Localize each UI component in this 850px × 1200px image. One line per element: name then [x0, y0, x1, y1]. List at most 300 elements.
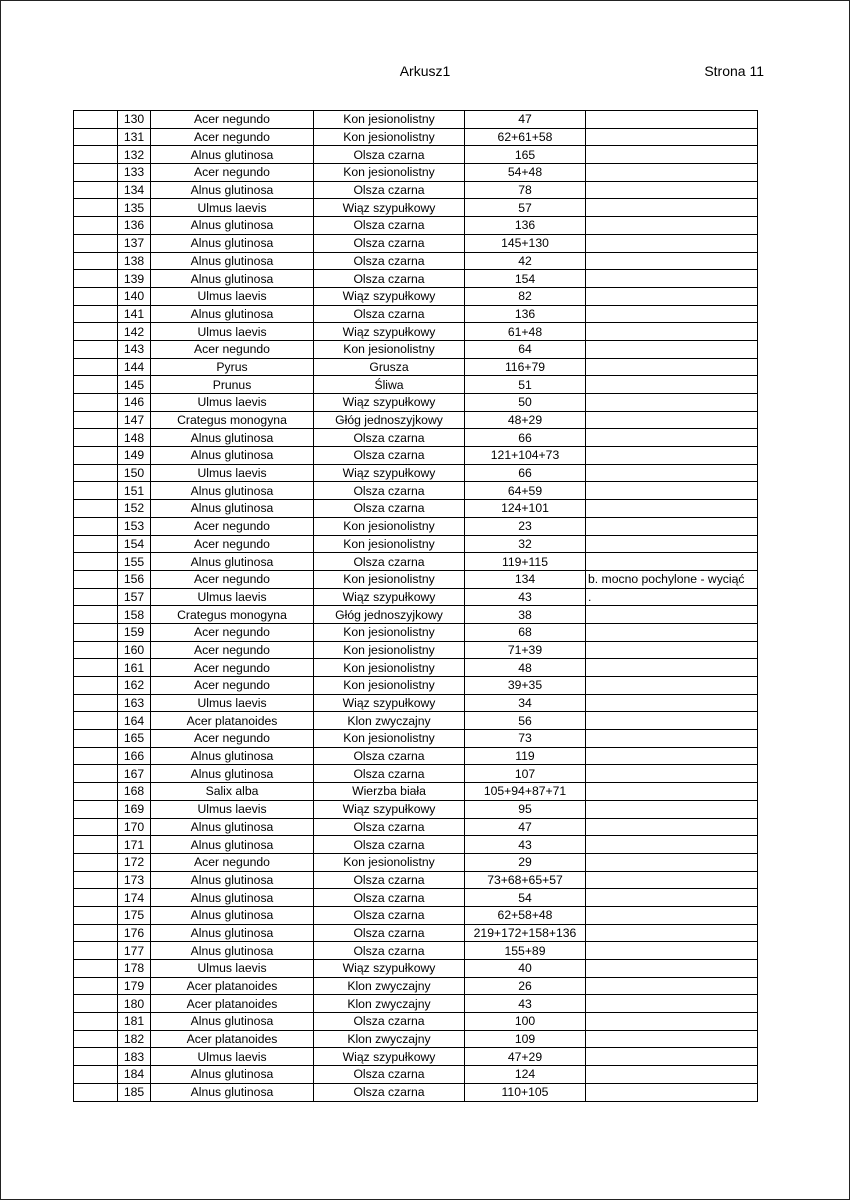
latin-name-cell: Alnus glutinosa — [151, 818, 314, 836]
row-number-cell: 162 — [118, 677, 151, 695]
blank-cell — [74, 1066, 118, 1084]
row-number-cell: 171 — [118, 836, 151, 854]
table-row — [74, 323, 758, 341]
measurement-cell: 155+89 — [465, 942, 586, 960]
polish-name-cell: Kon jesionolistny — [314, 517, 465, 535]
latin-name-cell: Acer platanoides — [151, 995, 314, 1013]
polish-name-cell: Olsza czarna — [314, 1013, 465, 1031]
table-row — [74, 287, 758, 305]
row-number-cell: 155 — [118, 553, 151, 571]
table-row — [74, 677, 758, 695]
note-cell — [586, 429, 758, 447]
table-row — [74, 712, 758, 730]
blank-cell — [74, 217, 118, 235]
blank-cell — [74, 818, 118, 836]
table-row — [74, 853, 758, 871]
latin-name-cell: Acer negundo — [151, 570, 314, 588]
polish-name-cell: Głóg jednoszyjkowy — [314, 606, 465, 624]
table-row — [74, 836, 758, 854]
measurement-cell: 73+68+65+57 — [465, 871, 586, 889]
tree-inventory-table — [73, 110, 758, 1102]
table-row — [74, 482, 758, 500]
row-number-cell: 153 — [118, 517, 151, 535]
row-number-cell: 173 — [118, 871, 151, 889]
latin-name-cell: Ulmus laevis — [151, 960, 314, 978]
polish-name-cell: Olsza czarna — [314, 747, 465, 765]
table-row — [74, 111, 758, 129]
latin-name-cell: Alnus glutinosa — [151, 942, 314, 960]
row-number-cell: 131 — [118, 128, 151, 146]
blank-cell — [74, 111, 118, 129]
table-row — [74, 128, 758, 146]
polish-name-cell: Olsza czarna — [314, 836, 465, 854]
polish-name-cell: Kon jesionolistny — [314, 340, 465, 358]
row-number-cell: 177 — [118, 942, 151, 960]
measurement-cell: 48 — [465, 659, 586, 677]
polish-name-cell: Kon jesionolistny — [314, 641, 465, 659]
latin-name-cell: Alnus glutinosa — [151, 889, 314, 907]
measurement-cell: 42 — [465, 252, 586, 270]
blank-cell — [74, 694, 118, 712]
measurement-cell: 64+59 — [465, 482, 586, 500]
polish-name-cell: Olsza czarna — [314, 305, 465, 323]
note-cell — [586, 836, 758, 854]
blank-cell — [74, 853, 118, 871]
blank-cell — [74, 340, 118, 358]
latin-name-cell: Alnus glutinosa — [151, 447, 314, 465]
note-cell — [586, 217, 758, 235]
polish-name-cell: Klon zwyczajny — [314, 995, 465, 1013]
polish-name-cell: Wiąz szypułkowy — [314, 960, 465, 978]
polish-name-cell: Olsza czarna — [314, 181, 465, 199]
row-number-cell: 145 — [118, 376, 151, 394]
table-row — [74, 906, 758, 924]
row-number-cell: 147 — [118, 411, 151, 429]
note-cell — [586, 889, 758, 907]
latin-name-cell: Crategus monogyna — [151, 411, 314, 429]
note-cell — [586, 1013, 758, 1031]
table-row — [74, 500, 758, 518]
row-number-cell: 182 — [118, 1030, 151, 1048]
table-row — [74, 623, 758, 641]
measurement-cell: 73 — [465, 730, 586, 748]
polish-name-cell: Wiąz szypułkowy — [314, 800, 465, 818]
measurement-cell: 136 — [465, 305, 586, 323]
table-row — [74, 641, 758, 659]
table-body — [74, 111, 758, 1102]
row-number-cell: 150 — [118, 464, 151, 482]
latin-name-cell: Acer negundo — [151, 677, 314, 695]
table-row — [74, 800, 758, 818]
blank-cell — [74, 252, 118, 270]
latin-name-cell: Acer negundo — [151, 641, 314, 659]
table-row — [74, 730, 758, 748]
table-row — [74, 376, 758, 394]
polish-name-cell: Kon jesionolistny — [314, 535, 465, 553]
note-cell — [586, 641, 758, 659]
note-cell: b. mocno pochylone - wyciąć — [586, 570, 758, 588]
latin-name-cell: Alnus glutinosa — [151, 252, 314, 270]
row-number-cell: 130 — [118, 111, 151, 129]
latin-name-cell: Ulmus laevis — [151, 199, 314, 217]
table-row — [74, 411, 758, 429]
blank-cell — [74, 606, 118, 624]
measurement-cell: 62+61+58 — [465, 128, 586, 146]
latin-name-cell: Alnus glutinosa — [151, 1013, 314, 1031]
page-number: Strona 11 — [704, 63, 764, 79]
latin-name-cell: Acer platanoides — [151, 712, 314, 730]
blank-cell — [74, 924, 118, 942]
note-cell — [586, 1030, 758, 1048]
row-number-cell: 184 — [118, 1066, 151, 1084]
measurement-cell: 40 — [465, 960, 586, 978]
blank-cell — [74, 411, 118, 429]
measurement-cell: 121+104+73 — [465, 447, 586, 465]
measurement-cell: 119+115 — [465, 553, 586, 571]
measurement-cell: 47 — [465, 818, 586, 836]
measurement-cell: 68 — [465, 623, 586, 641]
row-number-cell: 148 — [118, 429, 151, 447]
polish-name-cell: Kon jesionolistny — [314, 570, 465, 588]
polish-name-cell: Wiąz szypułkowy — [314, 464, 465, 482]
latin-name-cell: Alnus glutinosa — [151, 429, 314, 447]
measurement-cell: 107 — [465, 765, 586, 783]
blank-cell — [74, 535, 118, 553]
row-number-cell: 178 — [118, 960, 151, 978]
blank-cell — [74, 960, 118, 978]
table-row — [74, 199, 758, 217]
measurement-cell: 61+48 — [465, 323, 586, 341]
note-cell — [586, 977, 758, 995]
polish-name-cell: Kon jesionolistny — [314, 164, 465, 182]
row-number-cell: 133 — [118, 164, 151, 182]
table-row — [74, 747, 758, 765]
table-row — [74, 535, 758, 553]
note-cell — [586, 164, 758, 182]
table-row — [74, 252, 758, 270]
note-cell — [586, 146, 758, 164]
note-cell — [586, 765, 758, 783]
measurement-cell: 57 — [465, 199, 586, 217]
measurement-cell: 109 — [465, 1030, 586, 1048]
row-number-cell: 146 — [118, 394, 151, 412]
blank-cell — [74, 128, 118, 146]
row-number-cell: 136 — [118, 217, 151, 235]
table-row — [74, 394, 758, 412]
sheet-title: Arkusz1 — [399, 63, 451, 79]
note-cell — [586, 305, 758, 323]
note-cell — [586, 358, 758, 376]
measurement-cell: 56 — [465, 712, 586, 730]
blank-cell — [74, 234, 118, 252]
measurement-cell: 145+130 — [465, 234, 586, 252]
latin-name-cell: Acer negundo — [151, 535, 314, 553]
table-row — [74, 1048, 758, 1066]
latin-name-cell: Ulmus laevis — [151, 694, 314, 712]
measurement-cell: 116+79 — [465, 358, 586, 376]
polish-name-cell: Klon zwyczajny — [314, 1030, 465, 1048]
polish-name-cell: Wiąz szypułkowy — [314, 694, 465, 712]
row-number-cell: 180 — [118, 995, 151, 1013]
note-cell — [586, 323, 758, 341]
blank-cell — [74, 429, 118, 447]
polish-name-cell: Olsza czarna — [314, 252, 465, 270]
row-number-cell: 175 — [118, 906, 151, 924]
latin-name-cell: Ulmus laevis — [151, 394, 314, 412]
polish-name-cell: Olsza czarna — [314, 1066, 465, 1084]
table-row — [74, 889, 758, 907]
table-row — [74, 1083, 758, 1101]
measurement-cell: 71+39 — [465, 641, 586, 659]
blank-cell — [74, 358, 118, 376]
row-number-cell: 176 — [118, 924, 151, 942]
polish-name-cell: Wiąz szypułkowy — [314, 199, 465, 217]
measurement-cell: 51 — [465, 376, 586, 394]
latin-name-cell: Ulmus laevis — [151, 323, 314, 341]
blank-cell — [74, 765, 118, 783]
polish-name-cell: Grusza — [314, 358, 465, 376]
measurement-cell: 136 — [465, 217, 586, 235]
blank-cell — [74, 323, 118, 341]
latin-name-cell: Crategus monogyna — [151, 606, 314, 624]
row-number-cell: 170 — [118, 818, 151, 836]
measurement-cell: 43 — [465, 588, 586, 606]
note-cell — [586, 1083, 758, 1101]
latin-name-cell: Alnus glutinosa — [151, 836, 314, 854]
blank-cell — [74, 659, 118, 677]
table-row — [74, 429, 758, 447]
table-row — [74, 146, 758, 164]
row-number-cell: 160 — [118, 641, 151, 659]
measurement-cell: 62+58+48 — [465, 906, 586, 924]
polish-name-cell: Wiąz szypułkowy — [314, 394, 465, 412]
row-number-cell: 135 — [118, 199, 151, 217]
note-cell — [586, 128, 758, 146]
note-cell — [586, 924, 758, 942]
row-number-cell: 149 — [118, 447, 151, 465]
note-cell — [586, 623, 758, 641]
latin-name-cell: Alnus glutinosa — [151, 871, 314, 889]
blank-cell — [74, 394, 118, 412]
polish-name-cell: Olsza czarna — [314, 429, 465, 447]
measurement-cell: 154 — [465, 270, 586, 288]
polish-name-cell: Olsza czarna — [314, 1083, 465, 1101]
latin-name-cell: Ulmus laevis — [151, 588, 314, 606]
note-cell — [586, 853, 758, 871]
latin-name-cell: Alnus glutinosa — [151, 181, 314, 199]
measurement-cell: 26 — [465, 977, 586, 995]
table-row — [74, 164, 758, 182]
measurement-cell: 124 — [465, 1066, 586, 1084]
table-row — [74, 181, 758, 199]
latin-name-cell: Alnus glutinosa — [151, 1066, 314, 1084]
row-number-cell: 181 — [118, 1013, 151, 1031]
polish-name-cell: Olsza czarna — [314, 889, 465, 907]
table-row — [74, 871, 758, 889]
table-row — [74, 305, 758, 323]
latin-name-cell: Alnus glutinosa — [151, 553, 314, 571]
table-row — [74, 447, 758, 465]
row-number-cell: 185 — [118, 1083, 151, 1101]
row-number-cell: 151 — [118, 482, 151, 500]
blank-cell — [74, 871, 118, 889]
measurement-cell: 134 — [465, 570, 586, 588]
polish-name-cell: Kon jesionolistny — [314, 623, 465, 641]
blank-cell — [74, 517, 118, 535]
note-cell — [586, 942, 758, 960]
row-number-cell: 157 — [118, 588, 151, 606]
table-row — [74, 1013, 758, 1031]
table-row — [74, 340, 758, 358]
latin-name-cell: Alnus glutinosa — [151, 482, 314, 500]
row-number-cell: 164 — [118, 712, 151, 730]
measurement-cell: 50 — [465, 394, 586, 412]
row-number-cell: 165 — [118, 730, 151, 748]
latin-name-cell: Acer negundo — [151, 623, 314, 641]
polish-name-cell: Olsza czarna — [314, 553, 465, 571]
measurement-cell: 39+35 — [465, 677, 586, 695]
note-cell — [586, 270, 758, 288]
note-cell — [586, 818, 758, 836]
blank-cell — [74, 181, 118, 199]
note-cell — [586, 677, 758, 695]
measurement-cell: 43 — [465, 995, 586, 1013]
note-cell — [586, 482, 758, 500]
latin-name-cell: Alnus glutinosa — [151, 500, 314, 518]
polish-name-cell: Wiąz szypułkowy — [314, 1048, 465, 1066]
note-cell: . — [586, 588, 758, 606]
polish-name-cell: Olsza czarna — [314, 924, 465, 942]
note-cell — [586, 606, 758, 624]
blank-cell — [74, 677, 118, 695]
table-row — [74, 517, 758, 535]
blank-cell — [74, 730, 118, 748]
table-row — [74, 977, 758, 995]
note-cell — [586, 783, 758, 801]
measurement-cell: 47 — [465, 111, 586, 129]
measurement-cell: 64 — [465, 340, 586, 358]
latin-name-cell: Acer negundo — [151, 730, 314, 748]
measurement-cell: 23 — [465, 517, 586, 535]
latin-name-cell: Acer negundo — [151, 659, 314, 677]
latin-name-cell: Alnus glutinosa — [151, 234, 314, 252]
row-number-cell: 172 — [118, 853, 151, 871]
note-cell — [586, 535, 758, 553]
blank-cell — [74, 270, 118, 288]
note-cell — [586, 411, 758, 429]
measurement-cell: 119 — [465, 747, 586, 765]
table-row — [74, 606, 758, 624]
blank-cell — [74, 977, 118, 995]
note-cell — [586, 659, 758, 677]
blank-cell — [74, 942, 118, 960]
note-cell — [586, 447, 758, 465]
blank-cell — [74, 1030, 118, 1048]
latin-name-cell: Ulmus laevis — [151, 464, 314, 482]
note-cell — [586, 517, 758, 535]
polish-name-cell: Olsza czarna — [314, 906, 465, 924]
blank-cell — [74, 1083, 118, 1101]
polish-name-cell: Olsza czarna — [314, 447, 465, 465]
note-cell — [586, 340, 758, 358]
measurement-cell: 54+48 — [465, 164, 586, 182]
row-number-cell: 174 — [118, 889, 151, 907]
polish-name-cell: Kon jesionolistny — [314, 730, 465, 748]
table-row — [74, 217, 758, 235]
latin-name-cell: Alnus glutinosa — [151, 747, 314, 765]
note-cell — [586, 960, 758, 978]
note-cell — [586, 712, 758, 730]
polish-name-cell: Wierzba biała — [314, 783, 465, 801]
row-number-cell: 161 — [118, 659, 151, 677]
measurement-cell: 38 — [465, 606, 586, 624]
table-row — [74, 1030, 758, 1048]
table-row — [74, 464, 758, 482]
polish-name-cell: Wiąz szypułkowy — [314, 588, 465, 606]
polish-name-cell: Klon zwyczajny — [314, 712, 465, 730]
row-number-cell: 167 — [118, 765, 151, 783]
polish-name-cell: Olsza czarna — [314, 234, 465, 252]
latin-name-cell: Alnus glutinosa — [151, 270, 314, 288]
row-number-cell: 183 — [118, 1048, 151, 1066]
blank-cell — [74, 588, 118, 606]
polish-name-cell: Głóg jednoszyjkowy — [314, 411, 465, 429]
note-cell — [586, 500, 758, 518]
row-number-cell: 144 — [118, 358, 151, 376]
note-cell — [586, 199, 758, 217]
latin-name-cell: Acer platanoides — [151, 977, 314, 995]
row-number-cell: 158 — [118, 606, 151, 624]
polish-name-cell: Kon jesionolistny — [314, 128, 465, 146]
table-row — [74, 270, 758, 288]
table-row — [74, 1066, 758, 1084]
note-cell — [586, 287, 758, 305]
blank-cell — [74, 146, 118, 164]
measurement-cell: 66 — [465, 464, 586, 482]
table-row — [74, 694, 758, 712]
polish-name-cell: Kon jesionolistny — [314, 659, 465, 677]
row-number-cell: 156 — [118, 570, 151, 588]
row-number-cell: 169 — [118, 800, 151, 818]
note-cell — [586, 252, 758, 270]
row-number-cell: 154 — [118, 535, 151, 553]
blank-cell — [74, 1048, 118, 1066]
blank-cell — [74, 570, 118, 588]
note-cell — [586, 234, 758, 252]
measurement-cell: 165 — [465, 146, 586, 164]
table-row — [74, 659, 758, 677]
row-number-cell: 159 — [118, 623, 151, 641]
latin-name-cell: Alnus glutinosa — [151, 217, 314, 235]
note-cell — [586, 1066, 758, 1084]
note-cell — [586, 394, 758, 412]
row-number-cell: 152 — [118, 500, 151, 518]
row-number-cell: 168 — [118, 783, 151, 801]
row-number-cell: 142 — [118, 323, 151, 341]
row-number-cell: 132 — [118, 146, 151, 164]
row-number-cell: 141 — [118, 305, 151, 323]
row-number-cell: 140 — [118, 287, 151, 305]
latin-name-cell: Alnus glutinosa — [151, 146, 314, 164]
note-cell — [586, 181, 758, 199]
latin-name-cell: Acer negundo — [151, 340, 314, 358]
blank-cell — [74, 783, 118, 801]
polish-name-cell: Olsza czarna — [314, 765, 465, 783]
row-number-cell: 134 — [118, 181, 151, 199]
blank-cell — [74, 747, 118, 765]
polish-name-cell: Kon jesionolistny — [314, 111, 465, 129]
latin-name-cell: Acer negundo — [151, 517, 314, 535]
